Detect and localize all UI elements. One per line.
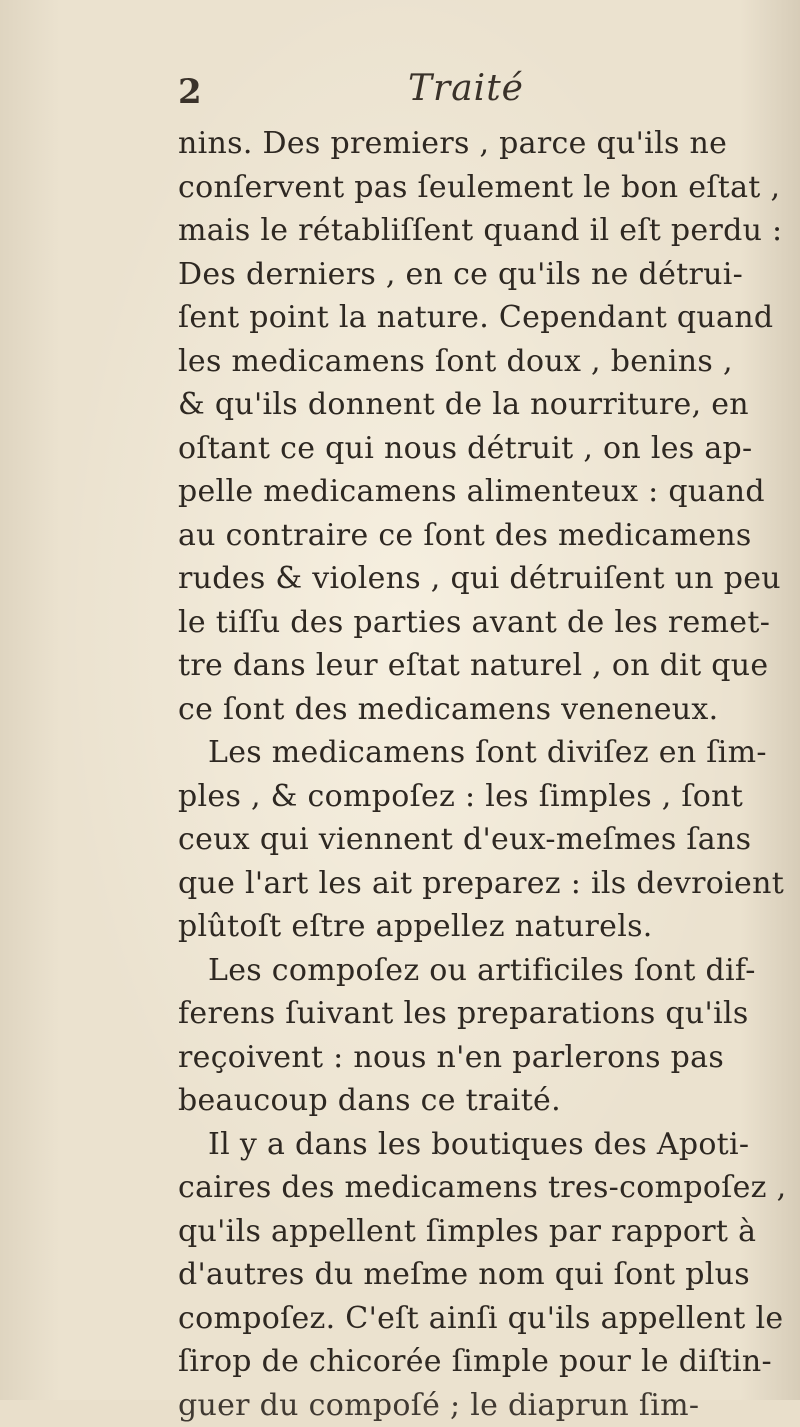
text-line: plûtoſt eſtre appellez naturels. bbox=[178, 905, 778, 949]
text-line: pelle medicamens alimenteux : quand bbox=[178, 470, 778, 514]
text-line: rudes & violens , qui détruiſent un peu bbox=[178, 557, 778, 601]
text-line: Des derniers , en ce qu'ils ne détrui- bbox=[178, 253, 778, 297]
text-line: nins. Des premiers , parce qu'ils ne bbox=[178, 122, 778, 166]
text-line: que l'art les ait preparez : ils devroient bbox=[178, 862, 778, 906]
text-line: les medicamens ſont doux , benins , bbox=[178, 340, 778, 384]
text-line: ceux qui viennent d'eux-meſmes ſans bbox=[178, 818, 778, 862]
text-line: ples , & compoſez : les ſimples , ſont bbox=[178, 775, 778, 819]
text-line: compoſez. C'eſt ainſi qu'ils appellent le bbox=[178, 1297, 778, 1341]
text-line: mais le rétabliſſent quand il eſt perdu : bbox=[178, 209, 778, 253]
text-line: qu'ils appellent ſimples par rapport à bbox=[178, 1210, 778, 1254]
paragraph-start-line: Les compoſez ou artificiles ſont dif- bbox=[178, 949, 778, 993]
page-number: 2 bbox=[178, 72, 202, 112]
text-line: le tiſſu des parties avant de les remet- bbox=[178, 601, 778, 645]
text-line: caires des medicamens tres-compoſez , bbox=[178, 1166, 778, 1210]
text-line: beaucoup dans ce traité. bbox=[178, 1079, 778, 1123]
text-line: ſent point la nature. Cependant quand bbox=[178, 296, 778, 340]
text-line: tre dans leur eſtat naturel , on dit que bbox=[178, 644, 778, 688]
text-line: & qu'ils donnent de la nourriture, en bbox=[178, 383, 778, 427]
text-line: d'autres du meſme nom qui ſont plus bbox=[178, 1253, 778, 1297]
text-line: oſtant ce qui nous détruit , on les ap- bbox=[178, 427, 778, 471]
body-text bbox=[178, 122, 778, 1427]
text-line: guer du compoſé ; le diaprun ſim- bbox=[178, 1384, 778, 1427]
paragraph-start-line: Il y a dans les boutiques des Apoti- bbox=[178, 1123, 778, 1167]
text-line: au contraire ce ſont des medicamens bbox=[178, 514, 778, 558]
text-line: ce ſont des medicamens veneneux. bbox=[178, 688, 778, 732]
text-line: conſervent pas ſeulement le bon eſtat , bbox=[178, 166, 778, 210]
running-head bbox=[178, 66, 738, 116]
paragraph-start-line: Les medicamens ſont diviſez en ſim- bbox=[178, 731, 778, 775]
text-line: reçoivent : nous n'en parlerons pas bbox=[178, 1036, 778, 1080]
text-line: ferens ſuivant les preparations qu'ils bbox=[178, 992, 778, 1036]
text-line: ſirop de chicorée ſimple pour le diſtin- bbox=[178, 1340, 778, 1384]
running-title: Traité bbox=[408, 68, 524, 109]
